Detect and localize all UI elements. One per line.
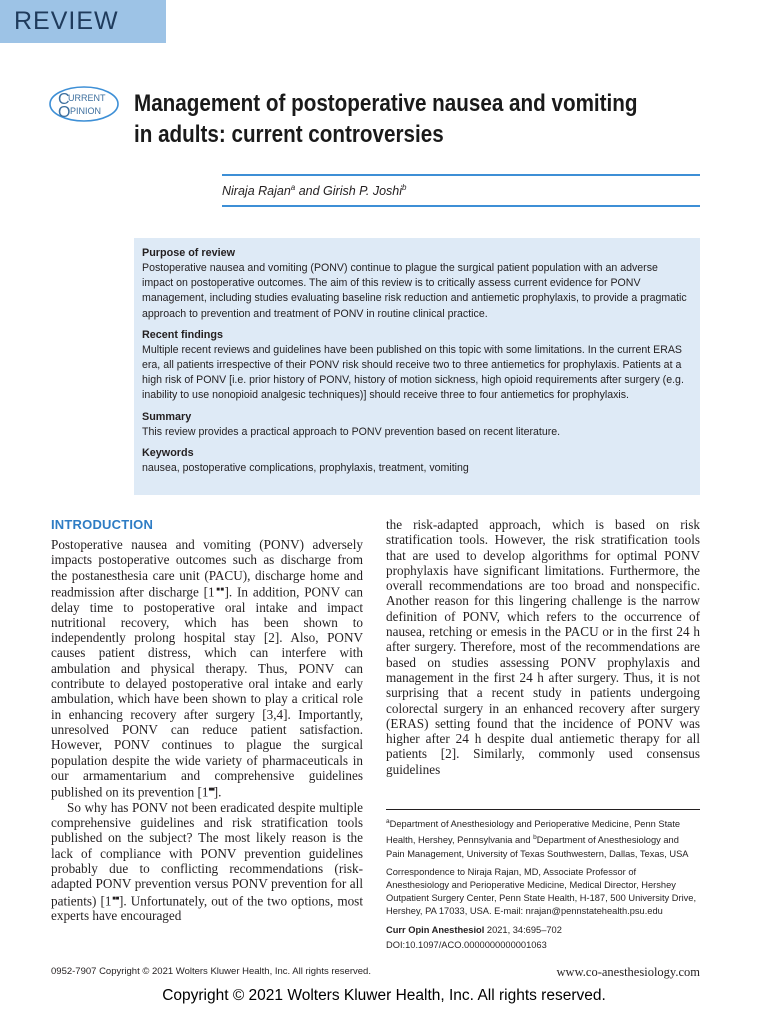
title-line-2: in adults: current controversies: [134, 121, 444, 148]
right-column-paragraph: the risk-adapted approach, which is based on risk stratification tools. However, the risk stratification tools that are used to develop algorithms for optimal PONV prophylaxis have significant limitations. Furthermore, the overall recommendations are too broad and nonspecific. Another reason for this lingering challenge is the narrow definition of PONV, which refers to the occurrence of nausea, retching or emesis in the PACU or in the first 24 h after surgery. Therefore, most of the recommendations are based on studies assessing PONV prophylaxis and management in the first 24 h after surgery. Thus, it is not surprising that a recent study in patients undergoing colorectal surgery in an enhanced recovery after surgery (ERAS) setting found that the incidence of PONV was higher after 24 h despite dual antiemetic therapy for all patients [2]. Similarly, commonly used consensus guidelines: [386, 517, 700, 777]
svg-text:PINION: PINION: [70, 106, 102, 116]
svg-text:URRENT: URRENT: [68, 93, 106, 103]
purpose-heading: Purpose of review: [142, 247, 236, 259]
title-line-1: Management of postoperative nausea and vomiting: [134, 90, 638, 117]
title-rule-bottom: [222, 205, 700, 207]
svg-text:O: O: [58, 104, 71, 121]
intro-paragraph-1: Postoperative nausea and vomiting (PONV) adversely impacts postoperative outcomes such as discharge from the postanesthesia care unit (PACU), discharge home and readmission after discharge [1■■]. In addition, PONV can delay time to postoperative oral intake and impact nutritional recovery, which has been shown to independently prolong hospital stay [2]. Also, PONV causes patient distress, which can interfere with ambulation and physical therapy. Thus, PONV can contribute to delayed postoperative oral intake and early ambulation, which have been shown to play a critical role in enhancing recovery after surgery [3,4]. Importantly, unresolved PONV can reduce patient satisfaction. However, PONV continues to plague the surgical population despite the wide variety of pharmaceuticals in our armamentarium and comprehensive guidelines published on its prevention [1■■].: [51, 537, 363, 800]
volume-pages: 2021, 34:695–702: [484, 924, 562, 935]
citation-star-1: ■■: [214, 586, 225, 593]
footer-website[interactable]: www.co-anesthesiology.com: [556, 965, 700, 979]
current-opinion-logo: [48, 85, 120, 123]
findings-text: Multiple recent reviews and guidelines have been published on this topic with some limitations. In the current ERAS era, all patients irrespective of their PONV risk should receive two to three antiemetics for prophylaxis. Patients at a high risk of PONV [i.e. prior history of PONV, history of motion sickness, high opioid requirements after surgery (e.g. inability to use nonopioid analgesic techniques)] should receive three to four antiemetics for prophylaxis.: [142, 343, 684, 402]
summary-text: This review provides a practical approach to PONV prevention based on recent literature.: [142, 425, 561, 438]
author-1-affiliation: a: [290, 183, 296, 192]
author-1: Niraja Rajan: [222, 184, 291, 199]
summary-heading: Summary: [142, 410, 192, 423]
keywords-text: nausea, postoperative complications, prophylaxis, treatment, vomiting: [142, 461, 469, 474]
footer-copyright: 0952-7907 Copyright © 2021 Wolters Kluwer Health, Inc. All rights reserved.: [51, 966, 371, 977]
findings-heading: Recent findings: [142, 328, 223, 341]
journal-name: Curr Opin Anesthesiol: [386, 924, 485, 935]
section-tab-label: REVIEW: [14, 7, 119, 35]
abstract-box: [134, 238, 700, 495]
author-connector: and: [295, 184, 324, 199]
affiliation-rule: [386, 809, 700, 810]
citation-star-2: ■■: [208, 787, 214, 794]
left-column: [51, 537, 363, 924]
author-2-affiliation: b: [402, 183, 407, 192]
affiliation-block: [386, 815, 700, 957]
doi: DOI:10.1097/ACO.0000000000001063: [386, 939, 547, 950]
purpose-text: Postoperative nausea and vomiting (PONV) continue to plague the surgical patient population with an adverse impact on postoperative outcomes. The aim of this review is to critically assess current evidence for PONV management, including studies evaluating baseline risk reduction and antiemetic prophylaxis, to provide a pragmatic approach to prevention and treatment of PONV in routine clinical practice.: [142, 262, 687, 320]
affiliations: $^a$Department of Anesthesiology and Perioperative Medicine, Penn State Health, Hershey, Pennsylvania and $^b$Department of Anesthesiology and Pain Management, University of Texas Southwestern, Dallas, Texas, USA: [386, 818, 689, 859]
intro-paragraph-2: So why has PONV not been eradicated despite multiple comprehensive guidelines and risk stratification tools published on the subject? The most likely reason is the lack of compliance with PONV prevention guidelines probably due to conflicting recommendations (risk-adapted PONV prevention versus PONV prevention for all patients) [1■■]. Unfortunately, out of the two options, most experts have encouraged: [51, 799, 363, 924]
section-tab: [0, 0, 166, 43]
correspondence: Correspondence to Niraja Rajan, MD, Associate Professor of Anesthesiology and Perioperative Medicine, Medical Director, Hershey Outpatient Surgery Center, Penn State Health, H-187, 500 University Drive, Hershey, PA 17033, USA. E-mail: nrajan@pennstatehealth.psu.edu: [386, 866, 697, 917]
author-list: [222, 183, 406, 198]
article-title: [134, 88, 638, 150]
citation-star-3: ■■: [111, 895, 119, 902]
keywords-heading: Keywords: [142, 446, 194, 459]
journal-citation: [386, 924, 700, 937]
svg-text:C: C: [58, 91, 70, 108]
introduction-heading: INTRODUCTION: [51, 517, 154, 532]
title-rule-top: [222, 174, 700, 176]
right-column: [386, 517, 700, 777]
copyright-banner: Copyright © 2021 Wolters Kluwer Health, Inc. All rights reserved.: [162, 987, 606, 1004]
author-2: Girish P. Joshi: [323, 184, 403, 199]
